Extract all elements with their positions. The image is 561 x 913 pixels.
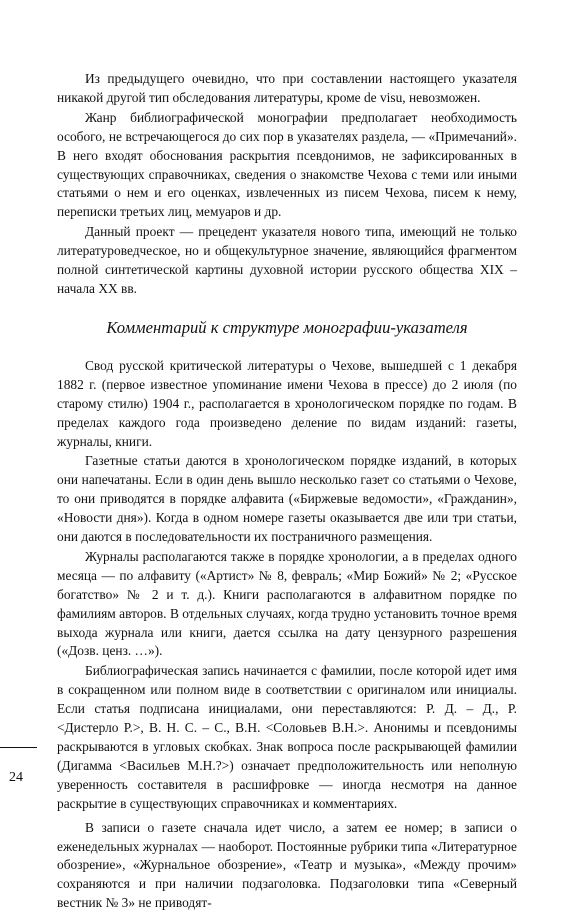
body-paragraph: Библиографическая запись начинается с фамилии, после которой идет имя в сокращенном или полном виде в соответствии с оригиналом или инициалы. Если статья подписана инициалами, они переставляются: Р. Д. – Д., Р. <Дистерло Р.>, В. Н. С. – С., В.Н. <Соловьев В.Н.>. Анонимы и псевдонимы раскрываются в угловых скобках. Знак вопроса после раскрывающей фамилии (Дигамма <Васильев М.Н.?>) означает предположительность или неполную уверенность составителя в расшифровке — иногда несмотря на данное раскрытие в существующих справочниках и комментариях. (57, 663, 517, 811)
footer-rule (0, 747, 37, 748)
page-body (57, 70, 517, 913)
body-paragraph: Газетные статьи даются в хронологическом порядке изданий, в которых они напечатаны. Если в один день вышло несколько газет со статьями о Чехове, то они приводятся в порядке алфавита («Биржевые ведомости», «Гражданин», «Новости дня»). Когда в одном номере газеты оказывается две или три статьи, они даются в последовательности их постраничного размещения. (57, 453, 517, 545)
page-number: 24 (9, 770, 23, 785)
body-paragraph: Журналы располагаются также в порядке хронологии, а в пределах одного месяца — по алфавиту («Артист» № 8, февраль; «Мир Божий» № 2; «Русское богатство» № 2 и т. д.). Книги располагаются в алфавитном порядке по фамилиям авторов. В отдельных случаях, когда трудно установить точное время выхода журнала или книги, дается ссылка на дату цензурного разрешения («Дозв. ценз. …»). (57, 548, 517, 659)
body-paragraph: В записи о газете сначала идет число, а затем ее номер; в записи о еженедельных журналах — наоборот. Постоянные рубрики типа «Литературное обозрение», «Журнальное обозрение», «Театр и музыка», «Между прочим» сохраняются и при наличии подзаголовка. Подзаголовки типа «Северный вестник № 3» не приводят- (57, 819, 517, 911)
intro-paragraph: Данный проект — прецедент указателя нового типа, имеющий не только литературоведческое, но и общекультурное значение, являющийся фрагментом полной синтетической картины духовной истории русского общества XIX – начала XX вв. (57, 224, 517, 296)
section-heading: Комментарий к структуре монографии-указателя (106, 317, 468, 337)
intro-paragraph: Из предыдущего очевидно, что при составлении настоящего указателя никакой другой тип обследования литературы, кроме de visu, невозможен. (57, 71, 517, 105)
body-paragraph: Свод русской критической литературы о Чехове, вышедшей с 1 декабря 1882 г. (первое известное упоминание имени Чехова в прессе) до 2 июля (по старому стилю) 1904 г., располагается в хронологическом порядке по годам. В пределах каждого года произведено деление по видам изданий: газеты, журналы, книги. (57, 357, 517, 449)
intro-paragraph: Жанр библиографической монографии предполагает необходимость особого, не встречающегося до сих пор в указателях раздела, — «Примечаний». В него входят обоснования раскрытия псевдонимов, не зафиксированных в существующих справочниках, сведения о знакомстве Чехова с теми или иными статьями о нем и его оценках, извлеченных из писем Чехова, писем к нему, переписки третьих лиц, мемуаров и др. (57, 109, 517, 220)
